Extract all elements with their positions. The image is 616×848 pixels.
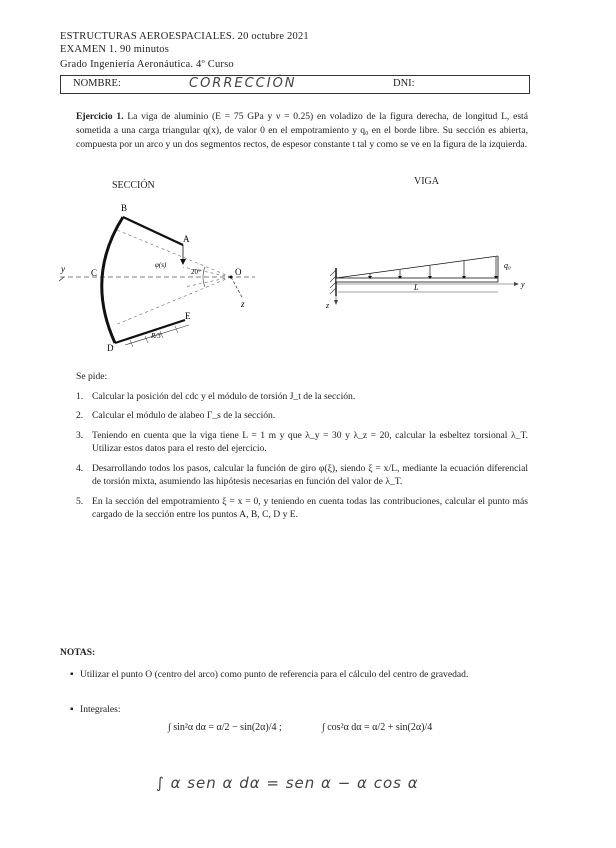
label-length: L <box>414 283 419 292</box>
label-z: z <box>241 299 245 309</box>
section-arc <box>102 217 123 343</box>
exercise-statement <box>76 110 528 152</box>
label-y: y <box>61 264 65 274</box>
notes-title: NOTAS: <box>60 648 96 658</box>
label-beam-y: y <box>521 280 525 289</box>
bullet-icon: ▪ <box>70 704 74 715</box>
header-degree: Grado Ingeniería Aeronáutica. 4º Curso <box>60 59 234 70</box>
section-figure <box>55 195 270 355</box>
segment-ba <box>123 217 183 245</box>
task-item: 2. Calcular el módulo de alabeo Γ_s de la sección. <box>76 410 276 421</box>
notes-bullet-1: ▪ Utilizar el punto O (centro del arco) como punto de referencia para el cálculo del centro de gravedad. <box>70 669 469 680</box>
tasks-intro: Se pide: <box>76 371 108 382</box>
name-value: CORRECCIÓN <box>189 76 297 91</box>
label-angle: 20° <box>191 268 201 276</box>
label-e: E <box>185 311 191 321</box>
header-course: ESTRUCTURAS AEROESPACIALES. 20 octubre 2021 <box>60 31 309 42</box>
integral-sin2: ∫ sin²α dα = α/2 − sin(2α)/4 ; <box>168 722 282 733</box>
exercise-text: La viga de aluminio (E = 75 GPa y ν = 0.25) en voladizo de la figura derecha, de longitud L, está sometida a una carga triangular q(x), de valor 0 en el empotramiento y q₀ en el borde libre. Su sección es abierta, compuesta por un arco y un dos segmentos rectos, de espesor constante t tal y como se ve en la figura de la izquierda. <box>76 111 528 150</box>
beam-figure-title: VIGA <box>414 176 439 187</box>
name-label: NOMBRE: <box>73 78 121 89</box>
name-box <box>60 75 530 94</box>
beam-figure <box>318 248 533 313</box>
section-figure-title: SECCIÓN <box>112 180 155 191</box>
task-item: 5. En la sección del empotramiento ξ = x = 0, y teniendo en cuenta todas las contribuciones, calcular el punto más cargado de la sección entre los puntos A, B, C, D y E. <box>76 495 528 520</box>
label-o: O <box>235 267 242 277</box>
task-item: 1. Calcular la posición del cdc y el módulo de torsión J_t de la sección. <box>76 390 356 402</box>
label-d: D <box>107 343 114 353</box>
task-item: 3. Teniendo en cuenta que la viga tiene L = 1 m y que λ_y = 30 y λ_z = 20, calcular la esbeltez torsional λ_T. Utilizar estos datos para el resto del ejercicio. <box>76 429 528 454</box>
handwritten-integral: ∫ α sen α dα = sen α − α cos α <box>156 774 419 792</box>
label-q0: q₀ <box>504 261 511 270</box>
task-item: 4. Desarrollando todos los pasos, calcular la función de giro φ(ξ), siendo ξ = x/L, mediante la ecuación diferencial de torsión mixta, asumiendo las hipótesis necesarias en función del valor de λ_T. <box>76 462 528 487</box>
segment-de <box>115 320 185 343</box>
bullet-icon: ▪ <box>70 669 74 680</box>
exercise-title: Ejercicio 1. <box>76 111 124 122</box>
load-outline <box>336 256 498 278</box>
notes-bullet-2: ▪ Integrales: <box>70 704 121 715</box>
beam-body <box>336 278 498 282</box>
label-a: A <box>183 234 190 244</box>
label-c: C <box>91 268 98 278</box>
label-b: B <box>121 203 128 213</box>
dni-label: DNI: <box>393 78 415 89</box>
tasks-section <box>76 370 528 528</box>
label-beam-z: z <box>326 301 330 310</box>
integral-cos2: ∫ cos²α dα = α/2 + sin(2α)/4 <box>322 722 433 733</box>
label-bottom-dim: R/3 <box>151 332 161 340</box>
header-exam: EXAMEN 1. 90 minutos <box>60 44 169 55</box>
label-phi: φ(s) <box>155 261 167 269</box>
